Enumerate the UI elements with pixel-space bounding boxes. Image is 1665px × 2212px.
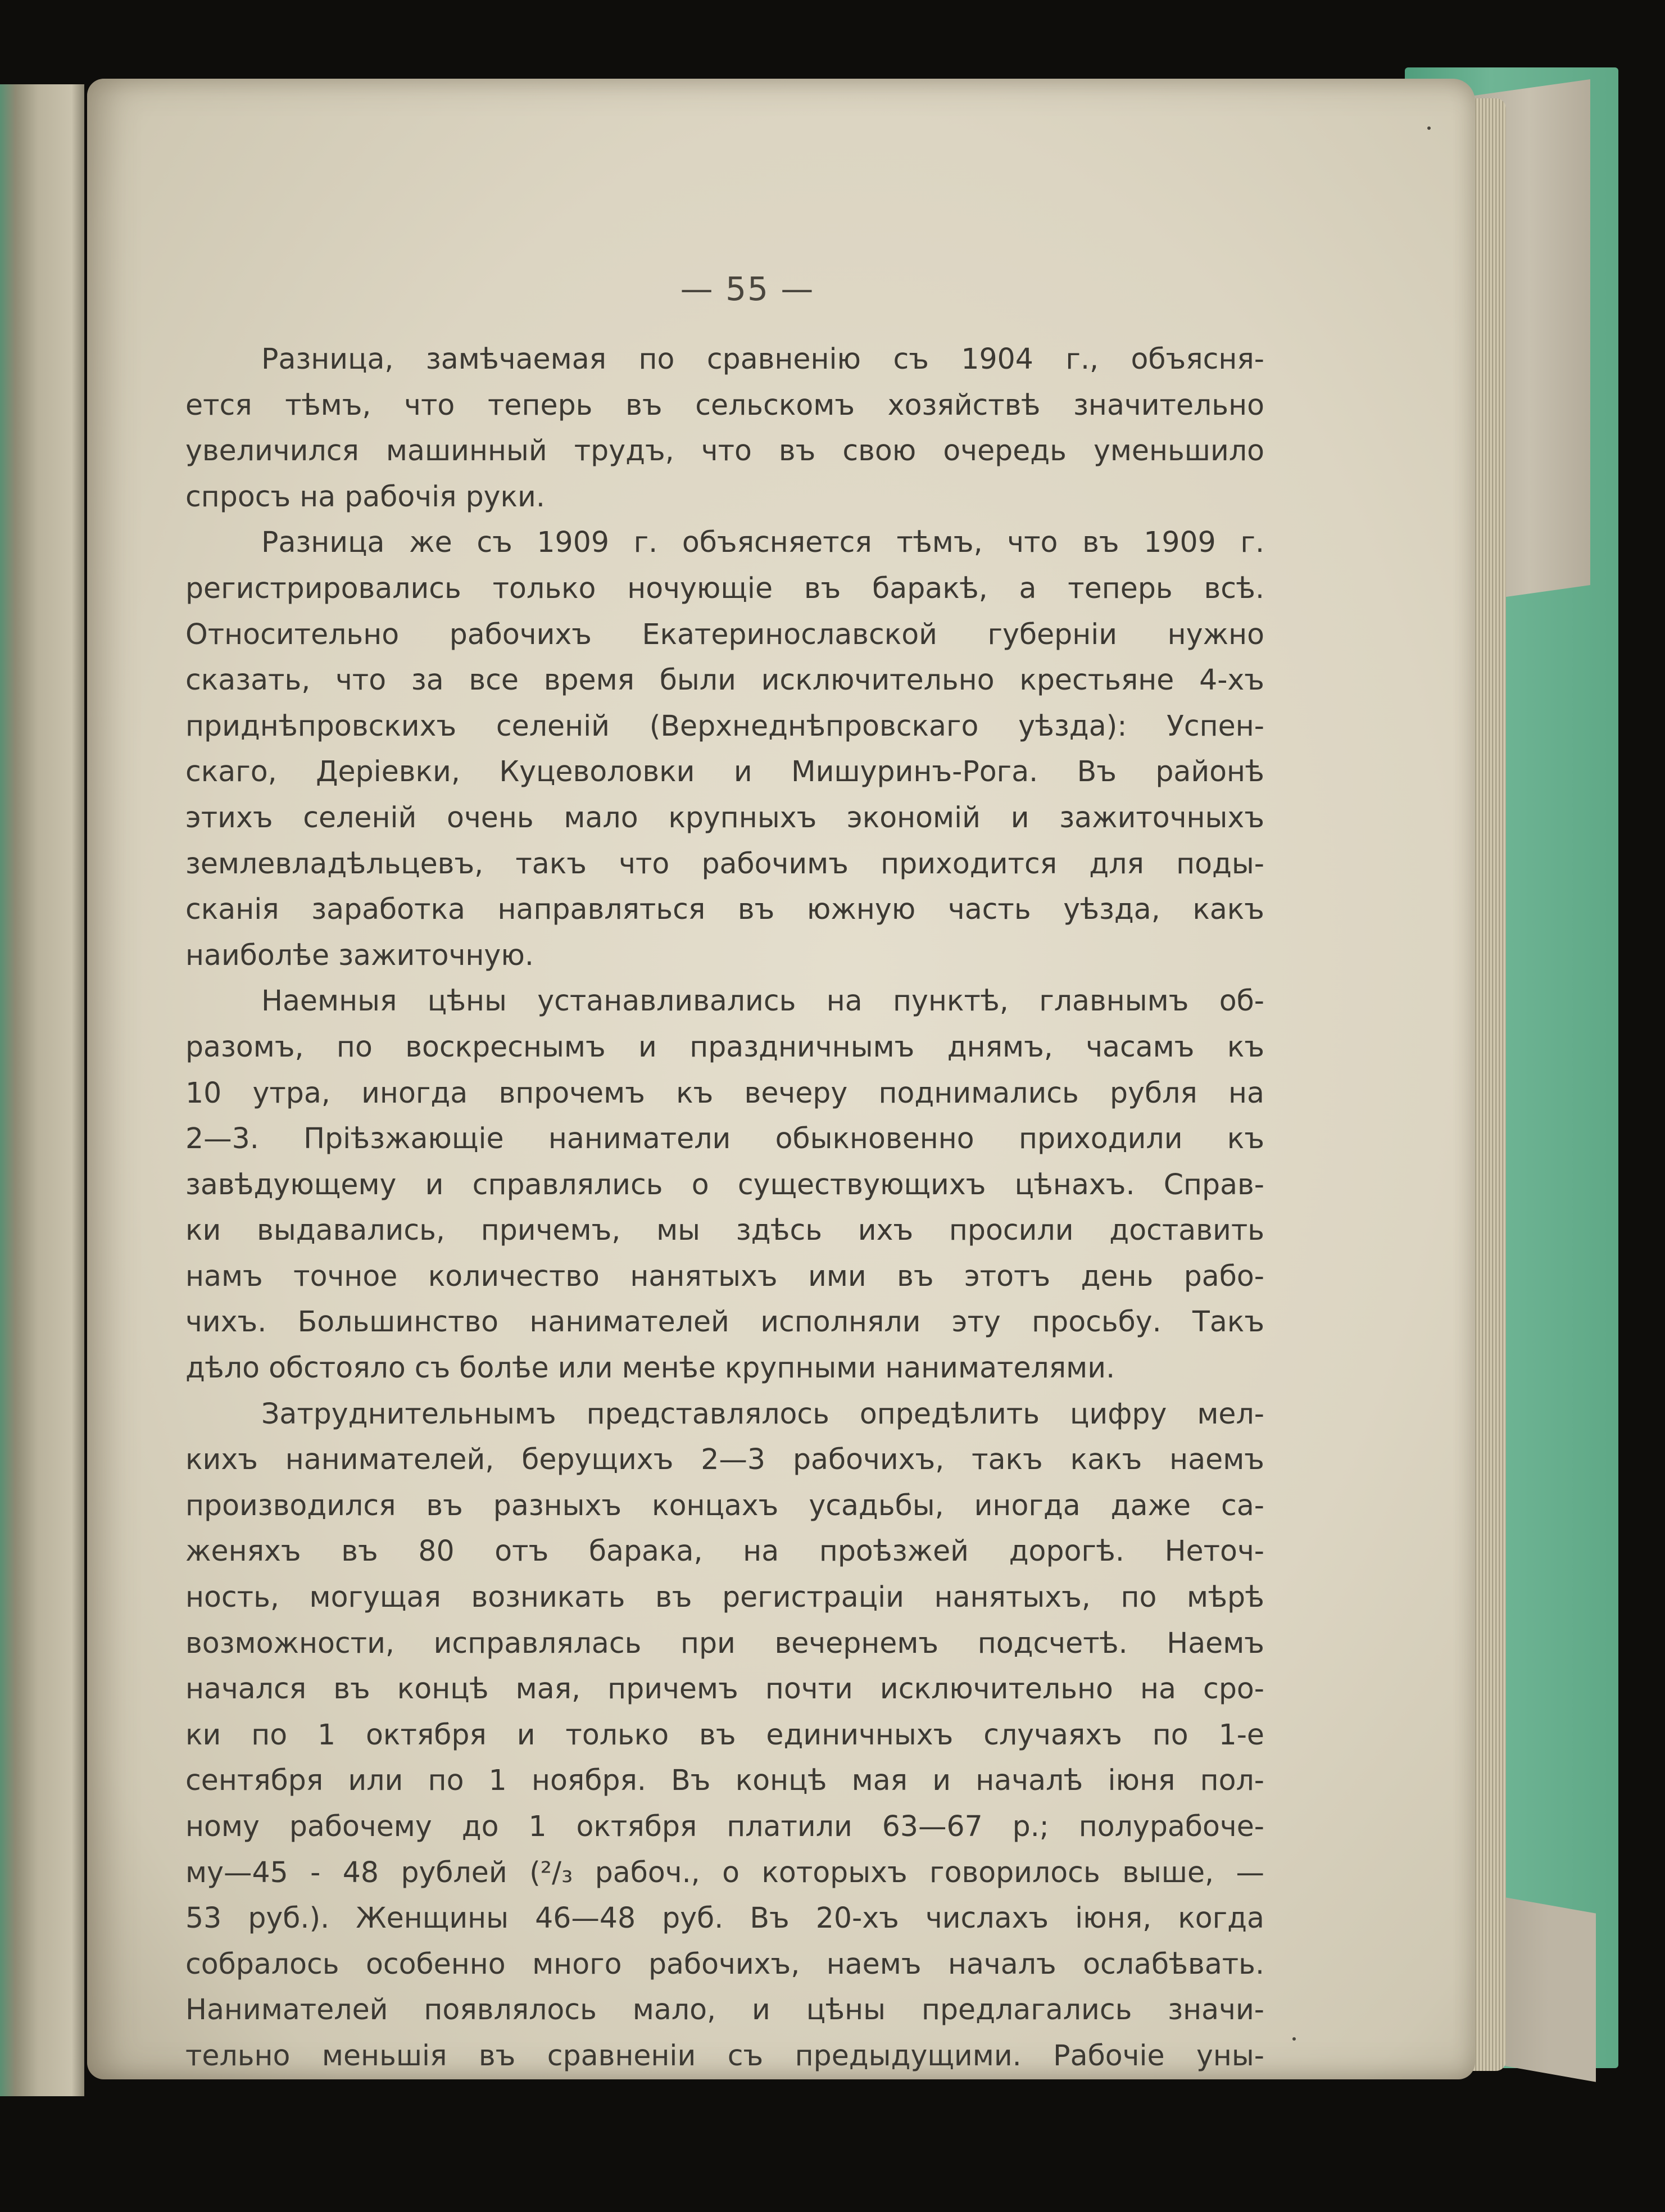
text-line: женяхъ въ 80 отъ барака, на проѣзжей дорогѣ. Неточ-: [185, 1534, 1264, 1568]
text-line: разомъ, по воскреснымъ и праздничнымъ днямъ, часамъ къ: [185, 1030, 1264, 1063]
text-line: начался въ концѣ мая, причемъ почти исключительно на сро-: [185, 1672, 1264, 1706]
text-line: скаго, Деріевки, Куцеволовки и Мишуринъ-Рога. Въ районѣ: [185, 755, 1264, 788]
text-line: Наемныя цѣны устанавливались на пунктѣ, главнымъ об-: [261, 984, 1264, 1018]
previous-page-edge: [0, 84, 84, 2096]
text-line: спросъ на рабочія руки.: [185, 479, 545, 513]
text-line: 10 утра, иногда впрочемъ къ вечеру поднимались рубля на: [185, 1076, 1264, 1109]
text-line: му—45 - 48 рублей (²/₃ рабоч., о которыхъ говорилось выше, —: [185, 1855, 1264, 1889]
text-line: дѣло обстояло съ болѣе или менѣе крупными нанимателями.: [185, 1351, 1115, 1385]
text-line: Затруднительнымъ представлялось опредѣлить цифру мел-: [261, 1397, 1264, 1430]
text-line: сканія заработка направляться въ южную часть уѣзда, какъ: [185, 892, 1264, 926]
text-line: землевладѣльцевъ, такъ что рабочимъ приходится для поды-: [185, 846, 1264, 880]
text-line: ки по 1 октября и только въ единичныхъ случаяхъ по 1-е: [185, 1717, 1264, 1751]
text-line: сказать, что за все время были исключительно крестьяне 4-хъ: [185, 663, 1264, 697]
text-line: увеличился машинный трудъ, что въ свою очередь уменьшило: [185, 434, 1264, 468]
text-line: ность, могущая возникать въ регистраціи нанятыхъ, по мѣрѣ: [185, 1580, 1264, 1614]
text-line: этихъ селеній очень мало крупныхъ экономій и зажиточныхъ: [185, 800, 1264, 834]
text-line: чихъ. Большинство нанимателей исполняли эту просьбу. Такъ: [185, 1305, 1264, 1339]
text-line: Нанимателей появлялось мало, и цѣны предлагались значи-: [185, 1993, 1264, 2027]
text-line: Относительно рабочихъ Екатеринославской губерніи нужно: [185, 617, 1264, 651]
text-line: кихъ нанимателей, берущихъ 2—3 рабочихъ, такъ какъ наемъ: [185, 1443, 1264, 1476]
page-number: — 55 —: [680, 270, 815, 308]
text-line: регистрировались только ночующіе въ баракѣ, а теперь всѣ.: [185, 571, 1264, 605]
text-line: возможности, исправлялась при вечернемъ подсчетѣ. Наемъ: [185, 1626, 1264, 1660]
text-line: завѣдующему и справлялись о существующихъ цѣнахъ. Справ-: [185, 1167, 1264, 1201]
text-line: намъ точное количество нанятыхъ ими въ этотъ день рабо-: [185, 1259, 1264, 1293]
text-line: тельно меньшія въ сравненіи съ предыдущими. Рабочіе уны-: [185, 2038, 1264, 2072]
text-line: 53 руб.). Женщины 46—48 руб. Въ 20-хъ числахъ іюня, когда: [185, 1901, 1264, 1935]
text-line: приднѣпровскихъ селеній (Верхнеднѣпровскаго уѣзда): Успен-: [185, 709, 1264, 742]
paper-speck: [1292, 2037, 1296, 2041]
text-line: Разница, замѣчаемая по сравненію съ 1904 г., объясня-: [261, 342, 1264, 375]
text-line: собралось особенно много рабочихъ, наемъ началъ ослабѣвать.: [185, 1947, 1264, 1980]
text-line: ется тѣмъ, что теперь въ сельскомъ хозяйствѣ значительно: [185, 388, 1264, 421]
paper-speck: [1427, 126, 1431, 130]
page-body-text: [185, 336, 1264, 2079]
text-line: производился въ разныхъ концахъ усадьбы, иногда даже са-: [185, 1488, 1264, 1522]
text-line: наиболѣе зажиточную.: [185, 938, 534, 972]
text-line: сентября или по 1 ноября. Въ концѣ мая и началѣ іюня пол-: [185, 1764, 1264, 1797]
text-line: ному рабочему до 1 октября платили 63—67 р.; полурабоче-: [185, 1810, 1264, 1843]
text-line: Разница же съ 1909 г. объясняется тѣмъ, что въ 1909 г.: [261, 525, 1264, 559]
text-line: 2—3. Пріѣзжающіе наниматели обыкновенно приходили къ: [185, 1122, 1264, 1155]
text-line: ки выдавались, причемъ, мы здѣсь ихъ просили доставить: [185, 1213, 1264, 1247]
